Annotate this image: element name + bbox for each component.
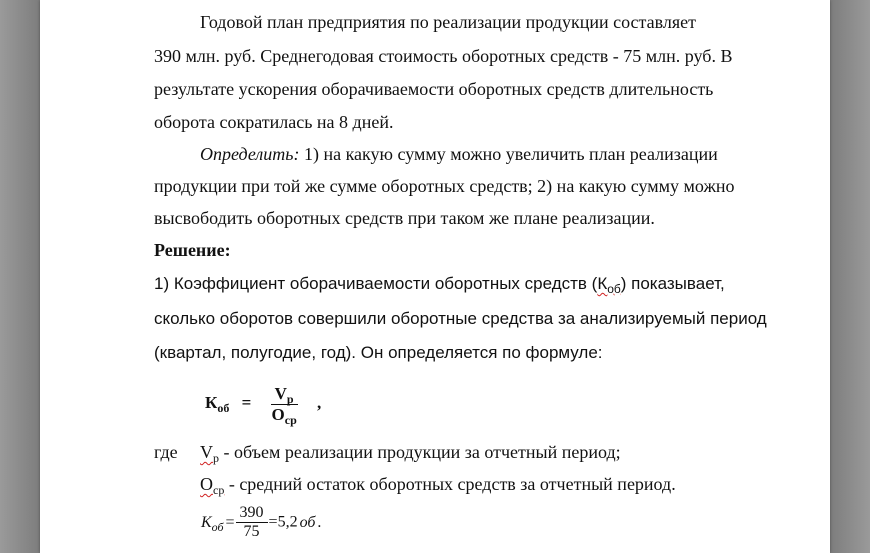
where-label: где [154, 442, 178, 462]
formula-trailing-comma: , [317, 392, 322, 412]
definition-vr-text: - объем реализации продукции за отчетный период; [219, 442, 621, 462]
vr-subscript: р [213, 451, 219, 465]
osr-subscript: ср [213, 483, 225, 497]
k-subscript: об [607, 282, 621, 296]
definition-osr-text: - средний остаток оборотных средств за отчетный период. [224, 474, 676, 494]
paragraph3-line1-pre: 1) Коэффициент оборачиваемости оборотных средств ( [154, 274, 598, 293]
paragraph1-line4: оборота сократилась на 8 дней. [154, 112, 394, 132]
k-symbol: К [597, 274, 608, 293]
paragraph3-line2: сколько оборотов совершили оборотные средства за анализируемый период [154, 309, 767, 328]
formula-turnover-ratio [205, 384, 322, 427]
paragraph2-line1 [200, 144, 718, 165]
formula-denominator [268, 405, 301, 425]
calc-result: =5,2 [268, 513, 298, 531]
formula-equals: = [241, 392, 252, 412]
paragraph1-line3: результате ускорения оборачиваемости оборотных средств длительность [154, 79, 714, 99]
calc-unit: об [299, 513, 316, 531]
denominator-symbol: О [271, 404, 285, 424]
solution-heading: Решение: [154, 240, 231, 260]
paragraph1-line1: Годовой план предприятия по реализации продукции составляет [200, 12, 696, 32]
formula-numerator [271, 384, 298, 405]
calc-equals: = [225, 513, 235, 531]
calc-lhs-subscript: об [211, 519, 224, 534]
paragraph2-line1-text: 1) на какую сумму можно увеличить план реализации [299, 144, 718, 164]
paragraph3-line1 [154, 274, 725, 294]
formula-calculation [201, 504, 321, 542]
vr-symbol [200, 442, 219, 465]
calc-lhs-symbol: К [201, 513, 212, 531]
formula-lhs-symbol: К [205, 392, 218, 412]
document-page[interactable] [40, 0, 830, 553]
calc-denominator: 75 [243, 523, 260, 541]
paragraph1-line2: 390 млн. руб. Среднегодовая стоимость оборотных средств - 75 млн. руб. В [154, 46, 733, 66]
definition-osr [200, 474, 676, 495]
formula-lhs [205, 392, 230, 415]
definition-vr [200, 442, 621, 463]
vr-letter: V [200, 442, 213, 462]
formula-lhs-subscript: об [217, 400, 230, 415]
osr-symbol [200, 474, 225, 497]
k-ob-symbol [597, 274, 621, 296]
determine-label: Определить: [200, 144, 300, 164]
calc-period: . [317, 513, 322, 531]
paragraph2-line2: продукции при той же сумме оборотных средств; 2) на какую сумму можно [154, 176, 735, 196]
calc-lhs [201, 513, 224, 534]
numerator-subscript: р [286, 392, 294, 406]
paragraph3-line1-post: ) показывает, [620, 274, 725, 293]
numerator-symbol: V [274, 384, 287, 403]
calc-fraction [236, 504, 268, 542]
paragraph2-line3: высвободить оборотных средств при таком же плане реализации. [154, 208, 655, 228]
calc-numerator: 390 [236, 504, 268, 523]
formula-fraction [268, 384, 301, 427]
osr-letter: О [200, 474, 213, 494]
denominator-subscript: ср [284, 412, 297, 427]
paragraph3-line3: (квартал, полугодие, год). Он определяется по формуле: [154, 343, 603, 362]
